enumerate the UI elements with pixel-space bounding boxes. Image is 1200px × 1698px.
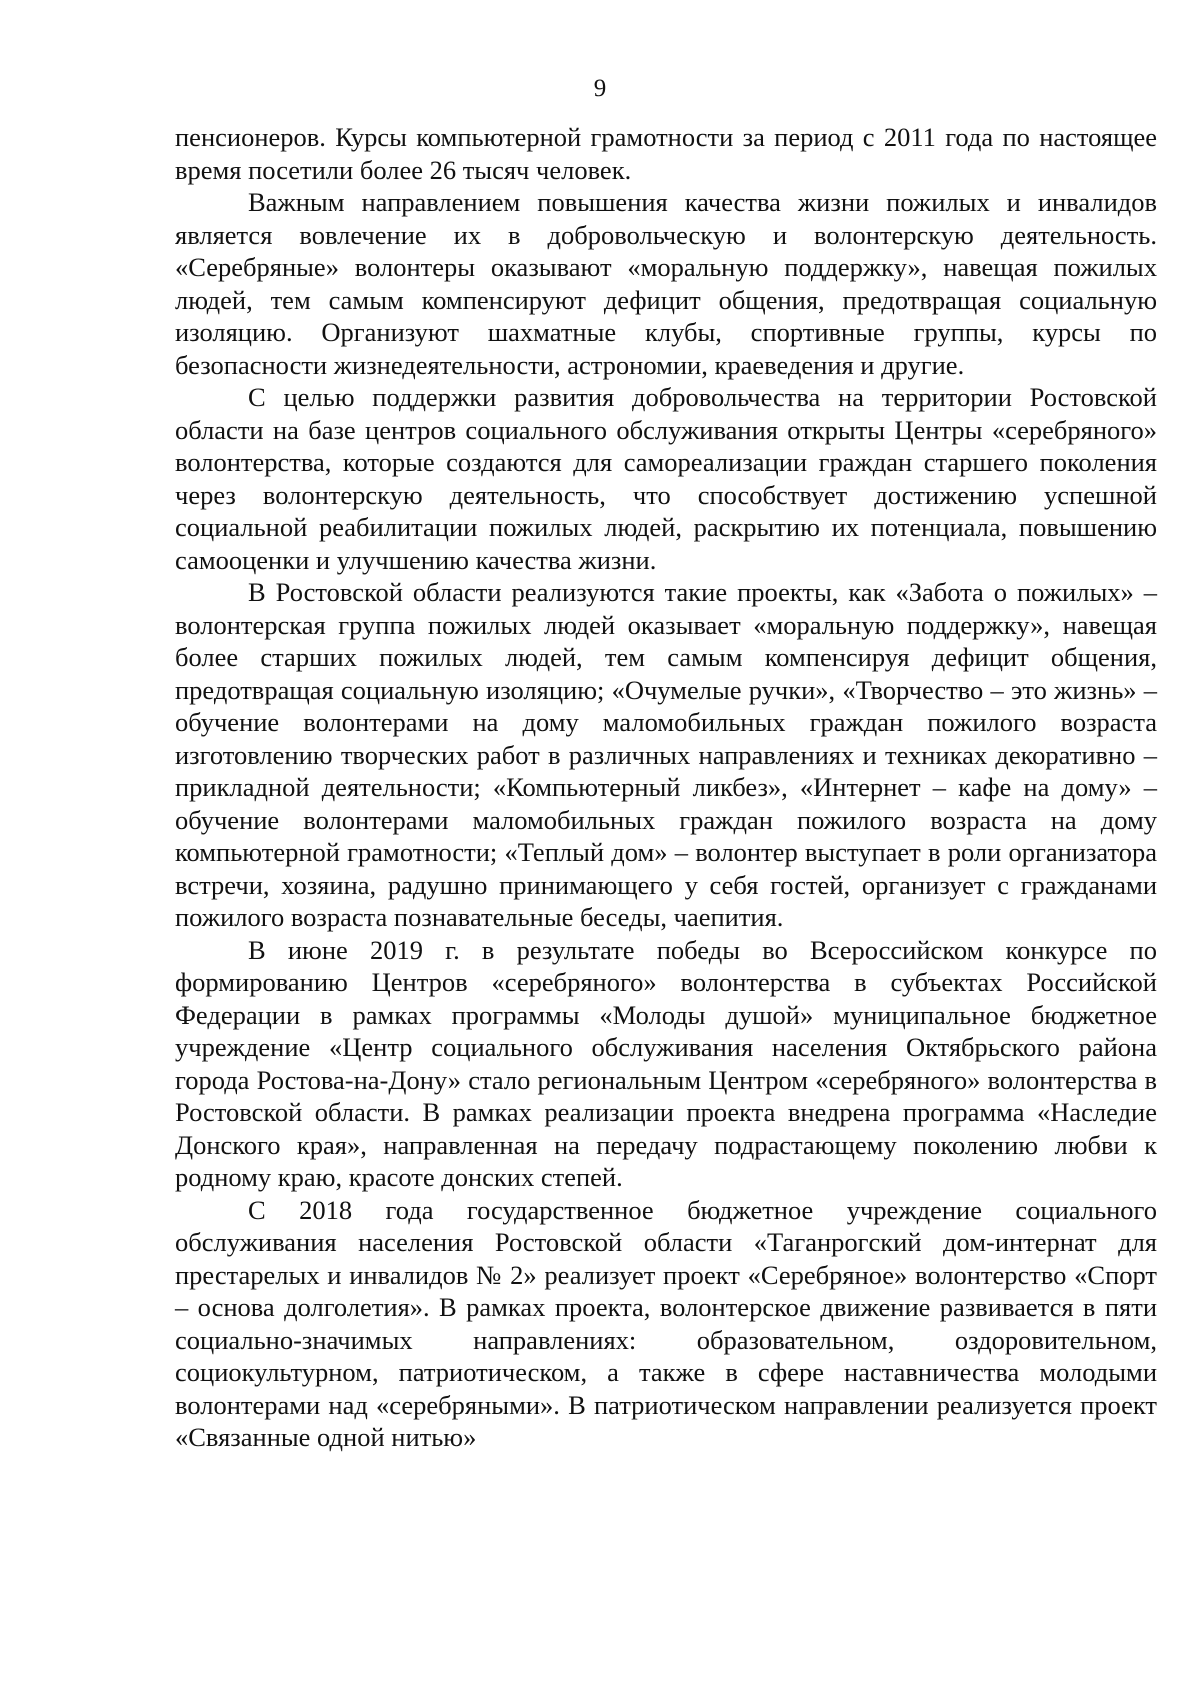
paragraph-silver-centers: С целью поддержки развития добровольчества на территории Ростовской области на базе центров социального обслуживания открыты Центры «серебряного» волонтерства, которые создаются для самореализации граждан старшего поколения через волонтерскую деятельность, что способствует достижению успешной социальной реабилитации пожилых людей, раскрытию их потенциала, повышению самооценки и улучшению качества жизни. [175, 382, 1157, 575]
paragraph-volunteering: Важным направлением повышения качества жизни пожилых и инвалидов является вовлечение их в добровольческую и волонтерскую деятельность. «Серебряные» волонтеры оказывают «моральную поддержку», навещая пожилых людей, тем самым компенсируют дефицит общения, предотвращая социальную изоляцию. Организуют шахматные клубы, спортивные группы, курсы по безопасности жизнедеятельности, астрономии, краеведения и другие. [175, 187, 1157, 380]
paragraph-competition-2019: В июне 2019 г. в результате победы во Всероссийском конкурсе по формированию Центров «серебряного» волонтерства в субъектах Российской Федерации в рамках программы «Молоды душой» муниципальное бюджетное учреждение «Центр социального обслуживания населения Октябрьского района города Ростова-на-Дону» стало региональным Центром «серебряного» волонтерства в Ростовской области. В рамках реализации проекта внедрена программа «Наследие Донского края», направленная на передачу подрастающему поколению любви к родному краю, красоте донских степей. [175, 934, 1157, 1192]
page-number: 9 [593, 75, 607, 102]
document-body [175, 121, 1157, 1454]
paragraph-taganrog-project: С 2018 года государственное бюджетное учреждение социального обслуживания населения Ростовской области «Таганрогский дом-интернат для престарелых и инвалидов № 2» реализует проект «Серебряное» волонтерство «Спорт – основа долголетия». В рамках проекта, волонтерское движение развивается в пяти социально-значимых направлениях: образовательном, оздоровительном, социокультурном, патриотическом, а также в сфере наставничества молодыми волонтерами над «серебряными». В патриотическом направлении реализуется проект «Связанные одной нитью» [175, 1194, 1157, 1452]
paragraph-continuation: пенсионеров. Курсы компьютерной грамотности за период с 2011 года по настоящее время посетили более 26 тысяч человек. [175, 122, 1157, 185]
paragraph-projects: В Ростовской области реализуются такие проекты, как «Забота о пожилых» – волонтерская группа пожилых людей оказывает «моральную поддержку», навещая более старших пожилых людей, тем самым компенсируя дефицит общения, предотвращая социальную изоляцию; «Очумелые ручки», «Творчество – это жизнь» – обучение волонтерами на дому маломобильных граждан пожилого возраста изготовлению творческих работ в различных направлениях и техниках декоративно – прикладной деятельности; «Компьютерный ликбез», «Интернет – кафе на дому» – обучение волонтерами маломобильных граждан пожилого возраста на дому компьютерной грамотности; «Теплый дом» – волонтер выступает в роли организатора встречи, хозяина, радушно принимающего у себя гостей, организует с гражданами пожилого возраста познавательные беседы, чаепития. [175, 577, 1157, 932]
